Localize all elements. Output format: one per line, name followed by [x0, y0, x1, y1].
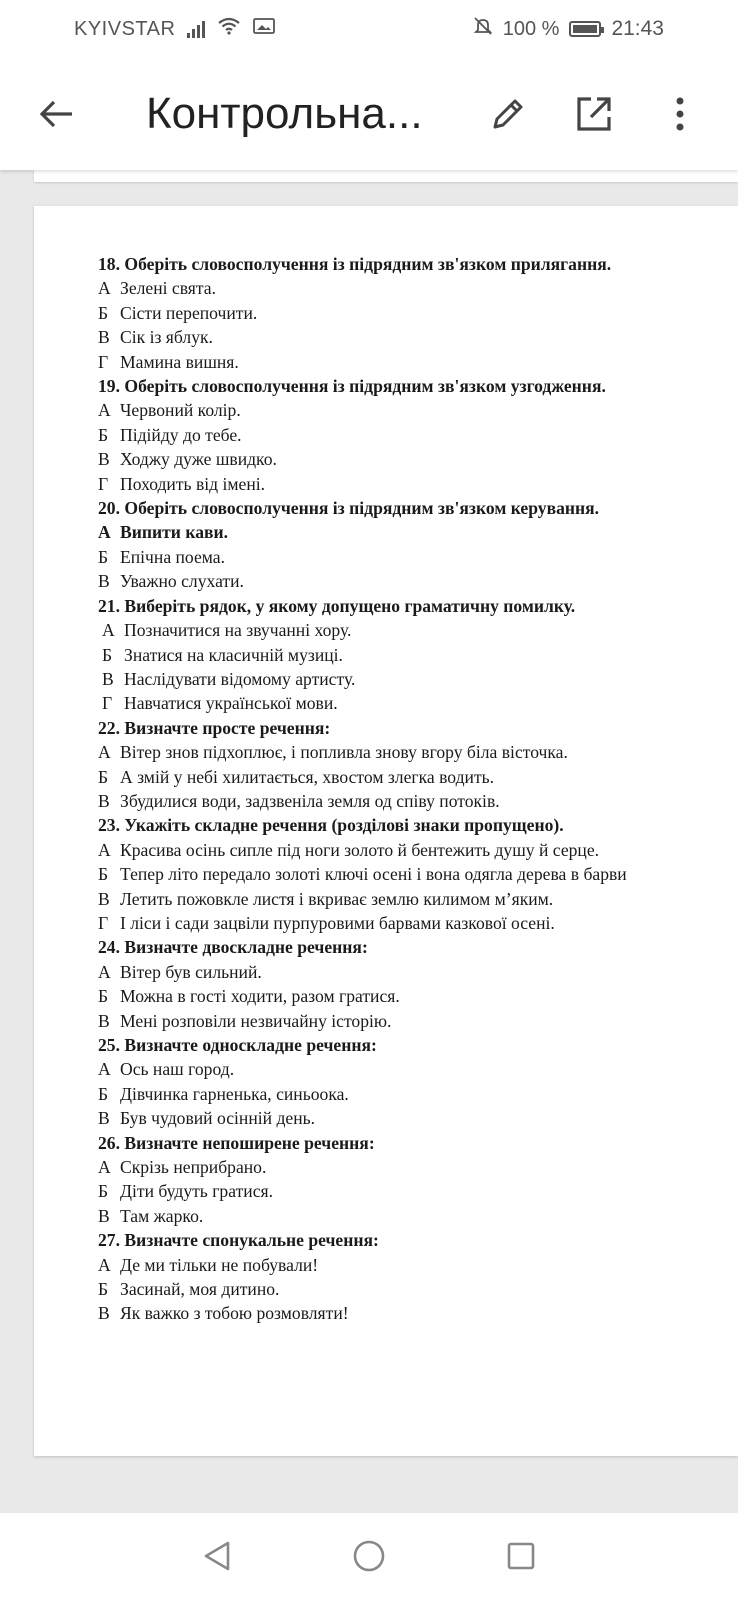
back-arrow-icon[interactable]: [26, 84, 86, 144]
option-letter: В: [98, 1108, 110, 1129]
answer-option: [98, 1253, 738, 1277]
question-title: 25. Визначте односкладне речення:: [98, 1035, 377, 1055]
option-text: Уважно слухати.: [120, 571, 244, 592]
answer-option: [98, 984, 738, 1008]
option-letter: Б: [98, 302, 109, 323]
option-text: Вітер знов підхоплює, і попливла знову вгору біла вісточка.: [120, 742, 568, 763]
option-text: Збудилися води, задзвеніла земля од співу потоків.: [120, 790, 500, 811]
document-page: [34, 206, 738, 1456]
option-letter: В: [98, 888, 110, 909]
option-letter: Б: [98, 1279, 109, 1300]
option-letter: Г: [102, 693, 113, 714]
option-letter: Б: [98, 546, 109, 567]
option-text: Ходжу дуже швидко.: [120, 449, 277, 470]
option-text: Діти будуть гратися.: [120, 1181, 273, 1202]
answer-option: [98, 1082, 738, 1106]
option-letter: Б: [98, 766, 109, 787]
edit-pencil-icon[interactable]: [478, 84, 538, 144]
option-text: Знатися на класичній музиці.: [124, 644, 343, 665]
nav-recents-icon[interactable]: [501, 1536, 541, 1576]
option-text: А змій у небі хилитається, хвостом злегка водить.: [120, 766, 495, 787]
option-text: І ліси і сади зацвіли пурпуровими барвами казкової осені.: [120, 912, 555, 933]
option-letter: А: [98, 1157, 111, 1178]
question-title: 24. Визначте двоскладне речення:: [98, 937, 368, 958]
option-letter: В: [98, 571, 110, 592]
document-title: Контрольна...: [146, 89, 423, 138]
option-text: Летить пожовкле листя і вкриває землю килимом м’яким.: [120, 888, 554, 909]
answer-option: [98, 301, 738, 325]
option-text: Епічна поема.: [120, 546, 225, 567]
option-letter: Б: [98, 864, 109, 885]
status-left: [74, 17, 275, 41]
app-bar: [0, 58, 738, 170]
option-text: Де ми тільки не побували!: [120, 1254, 319, 1275]
answer-option: [98, 838, 738, 862]
answer-option: [98, 1106, 738, 1130]
option-letter: В: [102, 668, 114, 689]
answer-option: [98, 1179, 738, 1203]
bell-off-icon: [473, 16, 493, 42]
question-title: 21. Виберіть рядок, у якому допущено граматичну помилку.: [98, 595, 576, 616]
option-letter: В: [98, 449, 110, 470]
question-title: 18. Оберіть словосполучення із підрядним зв'язком прилягання.: [98, 254, 612, 274]
option-letter: Г: [98, 473, 109, 494]
battery-percent: 100 %: [502, 17, 560, 40]
answer-option: [98, 520, 738, 544]
answer-option: [98, 569, 738, 593]
option-letter: А: [102, 620, 115, 641]
option-text: Червоний колір.: [120, 400, 241, 421]
question-title: 26. Визначте непоширене речення:: [98, 1132, 375, 1153]
option-text: Мені розповіли незвичайну історію.: [120, 1010, 392, 1031]
option-letter: Б: [102, 644, 113, 665]
option-letter: Б: [98, 1181, 109, 1202]
nav-back-icon[interactable]: [197, 1536, 237, 1576]
system-nav-bar: [0, 1513, 738, 1599]
previous-page-edge: [34, 170, 738, 182]
answer-option: [98, 1009, 738, 1033]
question-title: 20. Оберіть словосполучення із підрядним зв'язком керування.: [98, 498, 600, 519]
option-letter: А: [98, 400, 111, 421]
option-letter: В: [98, 790, 110, 811]
option-letter: А: [98, 742, 111, 763]
answer-option: [98, 1301, 738, 1325]
more-vert-icon[interactable]: [650, 84, 710, 144]
option-text: Мамина вишня.: [120, 351, 239, 372]
answer-option: [98, 447, 738, 471]
option-text: Зелені свята.: [120, 278, 217, 299]
open-external-icon[interactable]: [564, 84, 624, 144]
option-letter: А: [98, 1254, 111, 1275]
option-text: Підійду до тебе.: [120, 424, 242, 445]
option-text: Можна в гості ходити, разом гратися.: [120, 986, 400, 1007]
option-letter: А: [98, 522, 111, 543]
answer-option: [98, 643, 738, 667]
option-text: Там жарко.: [120, 1205, 204, 1226]
answer-option: [98, 545, 738, 569]
answer-option: [98, 325, 738, 349]
option-letter: А: [98, 278, 111, 299]
option-letter: Б: [98, 1083, 109, 1104]
option-letter: Б: [98, 986, 109, 1007]
gallery-icon: [253, 17, 275, 41]
option-letter: А: [98, 839, 111, 860]
answer-option: [98, 862, 738, 886]
answer-option: [98, 1155, 738, 1179]
answer-option: [98, 765, 738, 789]
option-text: Був чудовий осінній день.: [120, 1108, 316, 1129]
carrier-name: KYIVSTAR: [74, 17, 176, 40]
answer-option: [98, 1277, 738, 1301]
option-text: Навчатися української мови.: [124, 693, 338, 714]
option-letter: Б: [98, 424, 109, 445]
answer-option: [98, 960, 738, 984]
answer-option: [98, 472, 738, 496]
option-text: Тепер літо передало золоті ключі осені і вона одягла дерева в барви: [120, 864, 627, 885]
answer-option: [98, 667, 738, 691]
answer-option: [98, 1204, 738, 1228]
answer-option: [98, 1057, 738, 1081]
clock: 21:43: [611, 17, 664, 40]
option-text: Скрізь неприбрано.: [120, 1157, 267, 1178]
option-letter: В: [98, 1303, 110, 1324]
option-letter: В: [98, 327, 110, 348]
option-text: Походить від імені.: [120, 473, 266, 494]
answer-option: [98, 423, 738, 447]
option-text: Наслідувати відомому артисту.: [124, 668, 356, 689]
option-text: Позначитися на звучанні хору.: [124, 620, 352, 641]
option-text: Красива осінь сипле під ноги золото й бентежить душу й серце.: [120, 839, 600, 860]
option-text: Випити кави.: [120, 522, 229, 543]
answer-option: [98, 350, 738, 374]
status-right: [473, 16, 664, 42]
signal-icon: [187, 20, 205, 38]
answer-option: [98, 789, 738, 813]
option-letter: Г: [98, 351, 109, 372]
option-letter: В: [98, 1205, 110, 1226]
document-viewer[interactable]: [0, 170, 738, 1513]
option-text: Сісти перепочити.: [120, 302, 258, 323]
question-title: 19. Оберіть словосполучення із підрядним зв'язком узгодження.: [98, 376, 606, 397]
answer-option: [98, 276, 738, 300]
question-title: 27. Визначте спонукальне речення:: [98, 1230, 379, 1251]
option-letter: А: [98, 1059, 111, 1080]
answer-option: [98, 887, 738, 911]
option-letter: А: [98, 961, 111, 982]
wifi-icon: [217, 17, 241, 41]
answer-option: [98, 618, 738, 642]
question-title: 22. Визначте просте речення:: [98, 717, 331, 738]
option-text: Сік із яблук.: [120, 327, 213, 348]
question-title: 23. Укажіть складне речення (розділові знаки пропущено).: [98, 815, 564, 836]
nav-home-icon[interactable]: [349, 1536, 389, 1576]
option-text: Дівчинка гарненька, синьоока.: [120, 1083, 349, 1104]
option-text: Як важко з тобою розмовляти!: [120, 1303, 349, 1324]
option-text: Засинай, моя дитино.: [120, 1279, 280, 1300]
option-text: Вітер був сильний.: [120, 961, 262, 982]
status-bar: [0, 0, 738, 58]
answer-option: [98, 740, 738, 764]
answer-option: [98, 691, 738, 715]
option-text: Ось наш город.: [120, 1059, 235, 1080]
option-letter: Г: [98, 912, 109, 933]
answer-option: [98, 398, 738, 422]
battery-icon: [569, 21, 601, 37]
answer-option: [98, 911, 738, 935]
option-letter: В: [98, 1010, 110, 1031]
